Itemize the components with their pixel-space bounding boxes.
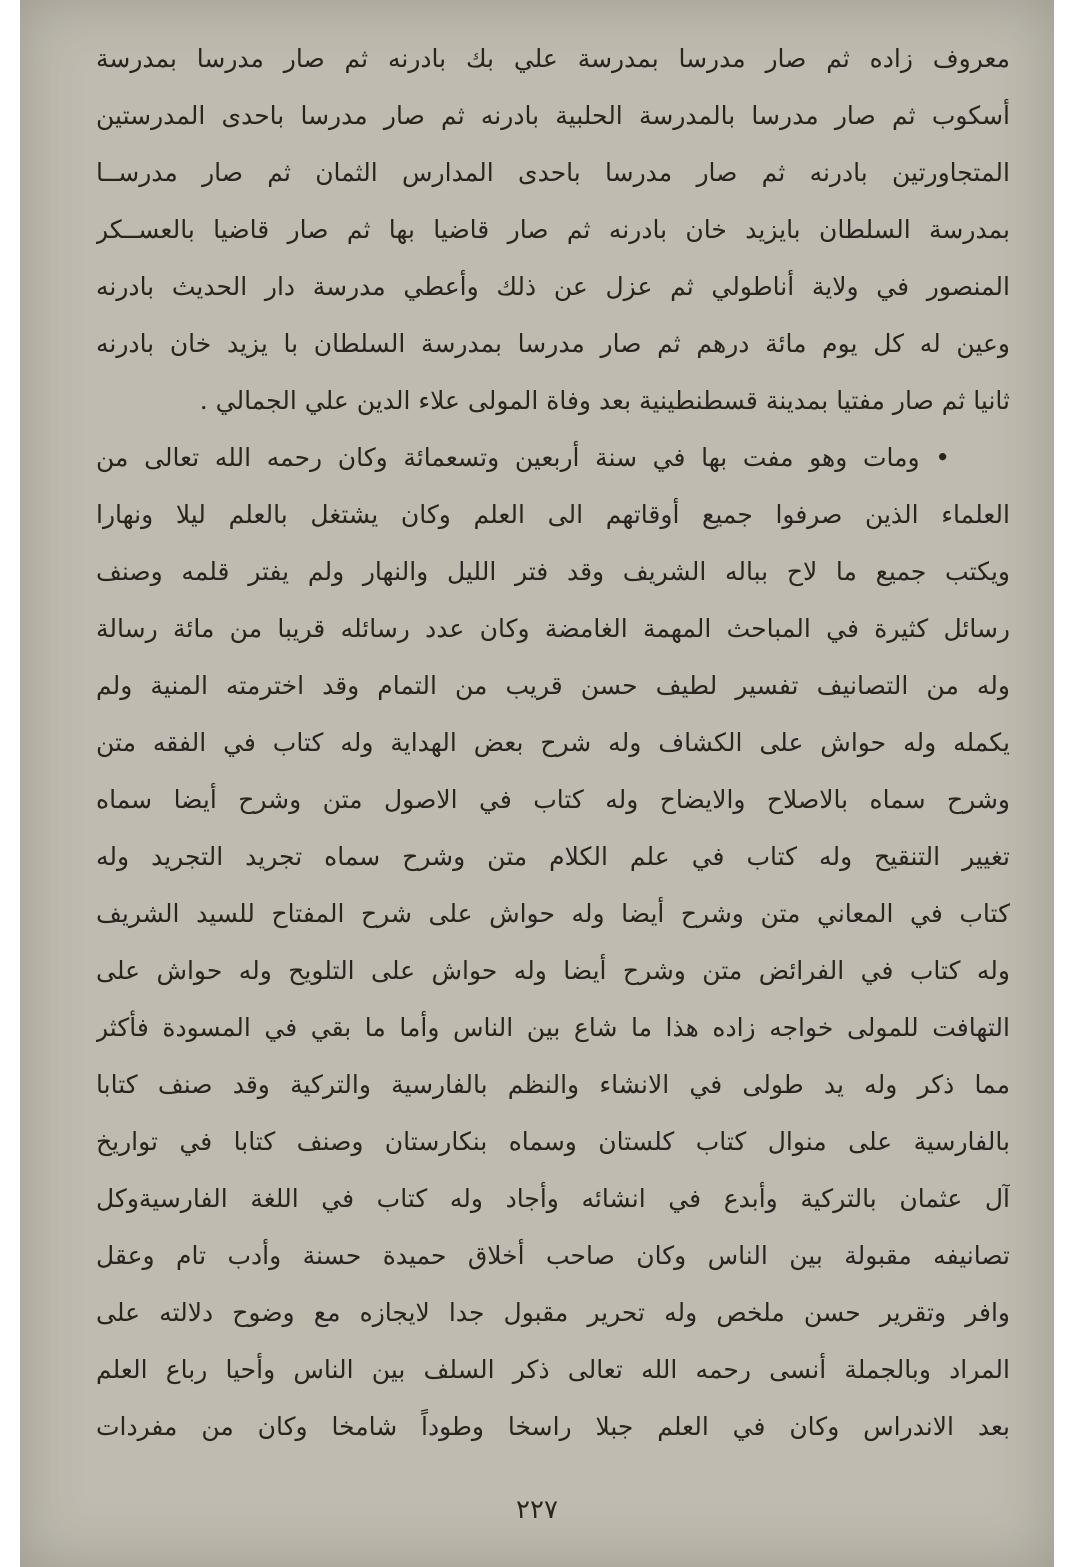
text-line: يكمله وله حواش على الكشاف وله شرح بعض الهداية وله كتاب في الفقه متن <box>96 728 1010 757</box>
text-line: وله من التصانيف تفسير لطيف حسن قريب من التمام وقد اخترمته المنية ولم <box>96 671 1010 700</box>
text-line: معروف زاده ثم صار مدرسا بمدرسة علي بك بادرنه ثم صار مدرسا بمدرسة <box>96 44 1010 73</box>
text-line: بمدرسة السلطان بايزيد خان بادرنه ثم صار قاضيا بها ثم صار قاضيا بالعســكر <box>96 215 1010 244</box>
text-line: • ومات وهو مفت بها في سنة أربعين وتسعمائة وكان رحمه الله تعالى من <box>96 443 950 472</box>
text-line: المتجاورتين بادرنه ثم صار مدرسا باحدى المدارس الثمان ثم صار مدرســا <box>96 158 1010 187</box>
text-line: ويكتب جميع ما لاح بباله الشريف وقد فتر الليل والنهار ولم يفتر قلمه وصنف <box>96 557 1010 586</box>
text-line: وله كتاب في الفرائض متن وشرح أيضا وله حواش على التلويح وله حواش على <box>96 956 1010 985</box>
text-line: أسكوب ثم صار مدرسا بالمدرسة الحلبية بادرنه ثم صار مدرسا باحدى المدرستين <box>96 101 1010 130</box>
text-line: وعين له كل يوم مائة درهم ثم صار مدرسا بمدرسة السلطان با يزيد خان بادرنه <box>96 329 1010 358</box>
text-line: تصانيفه مقبولة بين الناس وكان صاحب أخلاق حميدة حسنة وأدب تام وعقل <box>96 1241 1010 1270</box>
text-line: وشرح سماه بالاصلاح والايضاح وله كتاب في الاصول متن وشرح أيضا سماه <box>96 785 1010 814</box>
text-line: رسائل كثيرة في المباحث المهمة الغامضة وكان عدد رسائله قريبا من مائة رسالة <box>96 614 1010 643</box>
text-line: كتاب في المعاني متن وشرح أيضا وله حواش على شرح المفتاح للسيد الشريف <box>96 899 1010 928</box>
body-text <box>96 30 1010 1455</box>
text-line: المراد وبالجملة أنسى رحمه الله تعالى ذكر السلف بين الناس وأحيا رباع العلم <box>96 1355 1010 1384</box>
text-line: مما ذكر وله يد طولى في الانشاء والنظم بالفارسية والتركية وقد صنف كتابا <box>96 1070 1010 1099</box>
text-line: ثانيا ثم صار مفتيا بمدينة قسطنطينية بعد وفاة المولى علاء الدين علي الجمالي . <box>199 386 1010 415</box>
text-line: تغيير التنقيح وله كتاب في علم الكلام متن وشرح سماه تجريد التجريد وله <box>96 842 1010 871</box>
text-line: بعد الاندراس وكان في العلم جبلا راسخا وطوداً شامخا وكان من مفردات <box>96 1412 1010 1441</box>
page-number: ٢٢٧ <box>516 1495 558 1525</box>
text-line: وافر وتقرير حسن ملخص وله تحرير مقبول جدا لايجازه مع وضوح دلالته على <box>96 1298 1010 1327</box>
text-line: بالفارسية على منوال كتاب كلستان وسماه بنكارستان وصنف كتابا في تواريخ <box>96 1127 1010 1156</box>
paragraph-1 <box>96 30 1010 429</box>
paragraph-2 <box>96 429 1010 1455</box>
book-page <box>20 0 1054 1567</box>
text-line: آل عثمان بالتركية وأبدع في انشائه وأجاد وله كتاب في اللغة الفارسيةوكل <box>96 1184 1010 1213</box>
text-line: العلماء الذين صرفوا جميع أوقاتهم الى العلم وكان يشتغل بالعلم ليلا ونهارا <box>96 500 1010 529</box>
text-line: المنصور في ولاية أناطولي ثم عزل عن ذلك وأعطي مدرسة دار الحديث بادرنه <box>96 272 1010 301</box>
text-line: التهافت للمولى خواجه زاده هذا ما شاع بين الناس وأما ما بقي في المسودة فأكثر <box>96 1013 1010 1042</box>
